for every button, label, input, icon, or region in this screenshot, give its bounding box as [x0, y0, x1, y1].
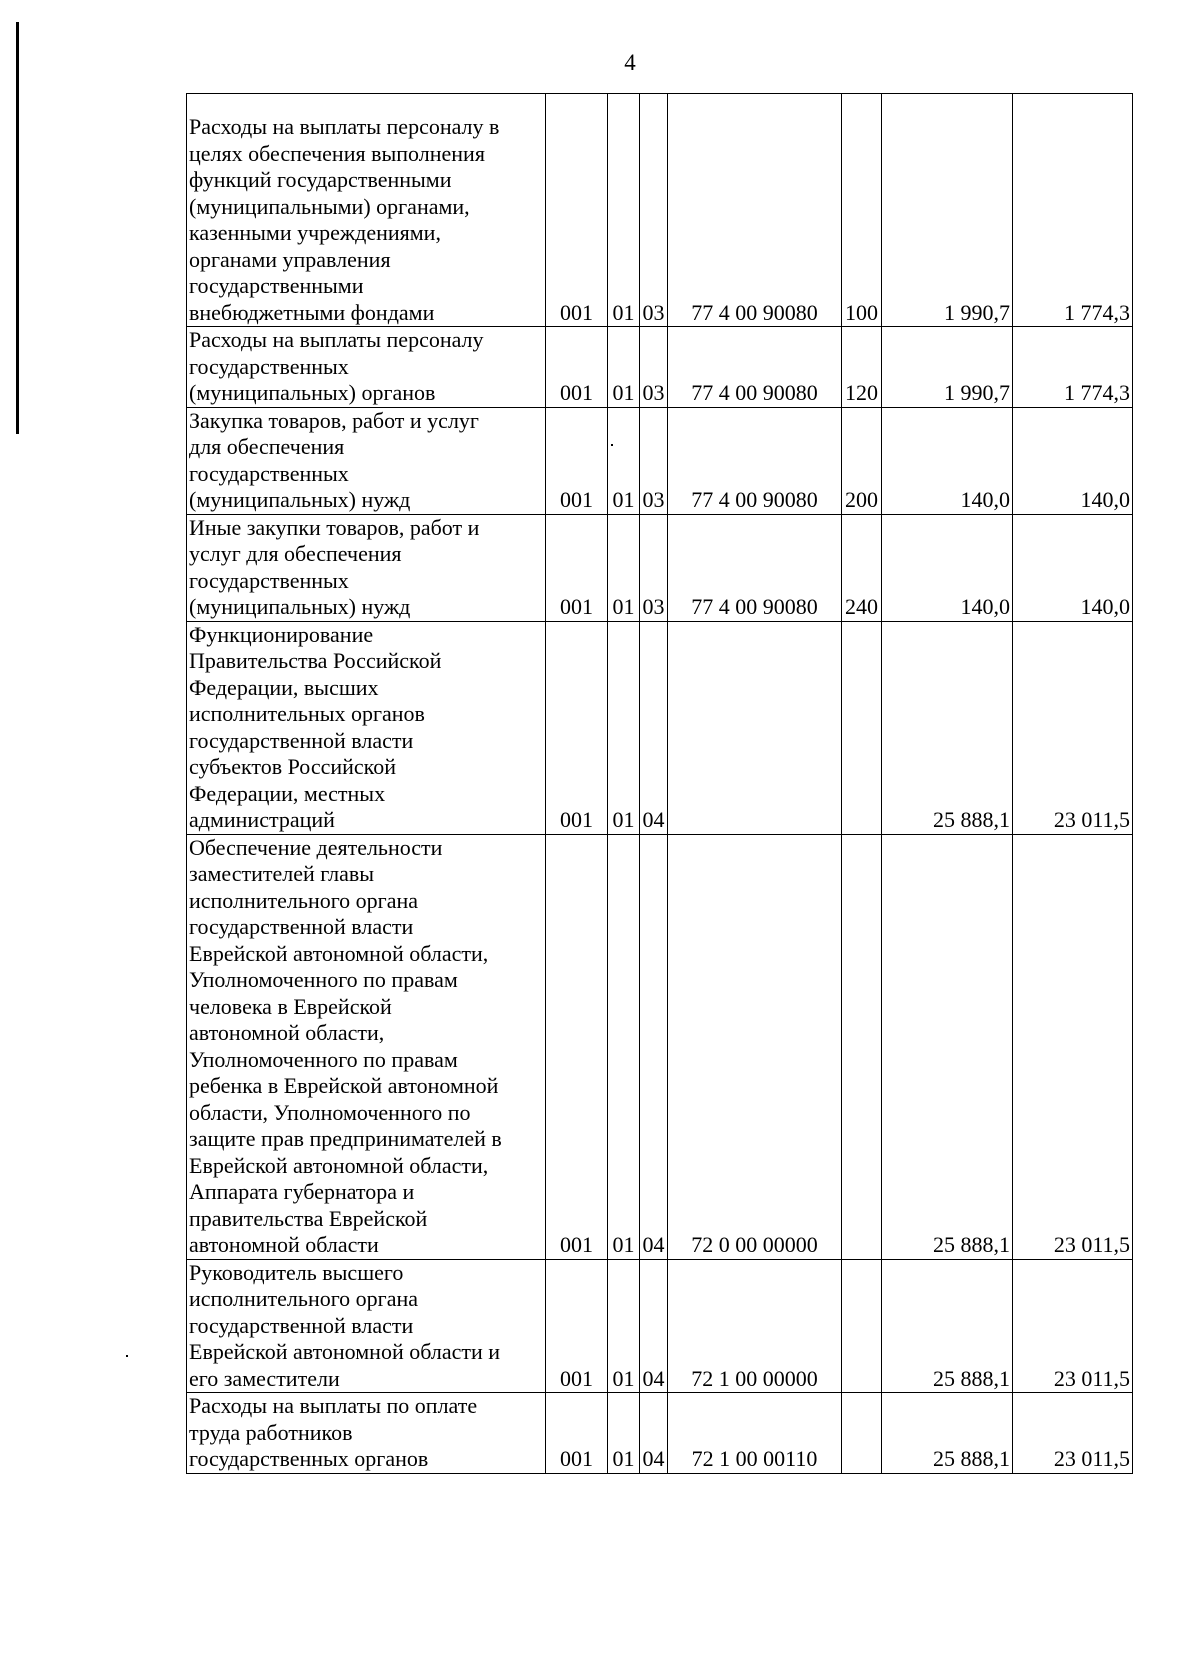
section-code: 01: [608, 514, 640, 621]
table-row: [187, 1393, 1133, 1474]
ved-code: 001: [546, 94, 608, 327]
table-row: [187, 514, 1133, 621]
subsection-code: 04: [640, 1393, 668, 1474]
page-number: 4: [624, 50, 636, 75]
target-article-code: 77 4 00 90080: [668, 514, 842, 621]
scan-dot-mark: [126, 1355, 128, 1357]
subsection-code: 04: [640, 1259, 668, 1393]
section-code: 01: [608, 94, 640, 327]
amount-year-1: 25 888,1: [882, 1393, 1013, 1474]
amount-year-2: 1 774,3: [1013, 327, 1133, 408]
expense-type-code: 240: [842, 514, 882, 621]
budget-table-body: [187, 94, 1133, 1474]
table-row: [187, 834, 1133, 1259]
subsection-code: 03: [640, 407, 668, 514]
row-name: Функционирование Правительства Российской Федерации, высших исполнительных органов государственной власти субъектов Российской Федерации, местных администраций: [187, 621, 546, 834]
budget-table: [186, 93, 1133, 1474]
amount-year-1: 25 888,1: [882, 834, 1013, 1259]
table-row: [187, 94, 1133, 327]
row-name: Расходы на выплаты по оплате труда работников государственных органов: [187, 1393, 546, 1474]
subsection-code: 04: [640, 621, 668, 834]
target-article-code: 72 1 00 00110: [668, 1393, 842, 1474]
row-name: Обеспечение деятельности заместителей главы исполнительного органа государственной власти Еврейской автономной области, Уполномоченного по правам человека в Еврейской автономной области, Уполномоченного по правам ребенка в Еврейской автономной области, Уполномоченного по защите прав предпринимателей в Еврейской автономной области, Аппарата губернатора и правительства Еврейской автономной области: [187, 834, 546, 1259]
table-row: [187, 407, 1133, 514]
target-article-code: 77 4 00 90080: [668, 94, 842, 327]
ved-code: 001: [546, 1259, 608, 1393]
subsection-code: 03: [640, 327, 668, 408]
target-article-code: 77 4 00 90080: [668, 327, 842, 408]
amount-year-2: 140,0: [1013, 514, 1133, 621]
table-row: [187, 1259, 1133, 1393]
expense-type-code: 120: [842, 327, 882, 408]
amount-year-1: 25 888,1: [882, 621, 1013, 834]
amount-year-2: 23 011,5: [1013, 834, 1133, 1259]
amount-year-1: 140,0: [882, 514, 1013, 621]
section-code: 01: [608, 1393, 640, 1474]
table-row: [187, 327, 1133, 408]
target-article-code: [668, 621, 842, 834]
expense-type-code: 200: [842, 407, 882, 514]
section-code: 01: [608, 834, 640, 1259]
subsection-code: 03: [640, 94, 668, 327]
section-code: 01: [608, 621, 640, 834]
amount-year-2: 1 774,3: [1013, 94, 1133, 327]
target-article-code: 77 4 00 90080: [668, 407, 842, 514]
row-name: Руководитель высшего исполнительного органа государственной власти Еврейской автономной области и его заместители: [187, 1259, 546, 1393]
target-article-code: 72 1 00 00000: [668, 1259, 842, 1393]
amount-year-1: 1 990,7: [882, 94, 1013, 327]
ved-code: 001: [546, 834, 608, 1259]
scan-edge-mark: [16, 22, 19, 434]
ved-code: 001: [546, 407, 608, 514]
amount-year-2: 23 011,5: [1013, 621, 1133, 834]
expense-type-code: [842, 1393, 882, 1474]
ved-code: 001: [546, 514, 608, 621]
section-code: 01: [608, 327, 640, 408]
amount-year-2: 23 011,5: [1013, 1393, 1133, 1474]
table-row: [187, 621, 1133, 834]
expense-type-code: 100: [842, 94, 882, 327]
expense-type-code: [842, 834, 882, 1259]
section-code: 01: [608, 1259, 640, 1393]
ved-code: 001: [546, 1393, 608, 1474]
row-name: Расходы на выплаты персоналу государственных (муниципальных) органов: [187, 327, 546, 408]
target-article-code: 72 0 00 00000: [668, 834, 842, 1259]
row-name: Иные закупки товаров, работ и услуг для обеспечения государственных (муниципальных) нужд: [187, 514, 546, 621]
amount-year-1: 25 888,1: [882, 1259, 1013, 1393]
expense-type-code: [842, 621, 882, 834]
amount-year-1: 140,0: [882, 407, 1013, 514]
subsection-code: 04: [640, 834, 668, 1259]
row-name: Закупка товаров, работ и услуг для обеспечения государственных (муниципальных) нужд: [187, 407, 546, 514]
section-code: 01: [608, 407, 640, 514]
amount-year-1: 1 990,7: [882, 327, 1013, 408]
ved-code: 001: [546, 327, 608, 408]
expense-type-code: [842, 1259, 882, 1393]
amount-year-2: 140,0: [1013, 407, 1133, 514]
row-name: Расходы на выплаты персоналу в целях обеспечения выполнения функций государственными (муниципальными) органами, казенными учреждениями, органами управления государственными внебюджетными фондами: [187, 94, 546, 327]
subsection-code: 03: [640, 514, 668, 621]
ved-code: 001: [546, 621, 608, 834]
amount-year-2: 23 011,5: [1013, 1259, 1133, 1393]
